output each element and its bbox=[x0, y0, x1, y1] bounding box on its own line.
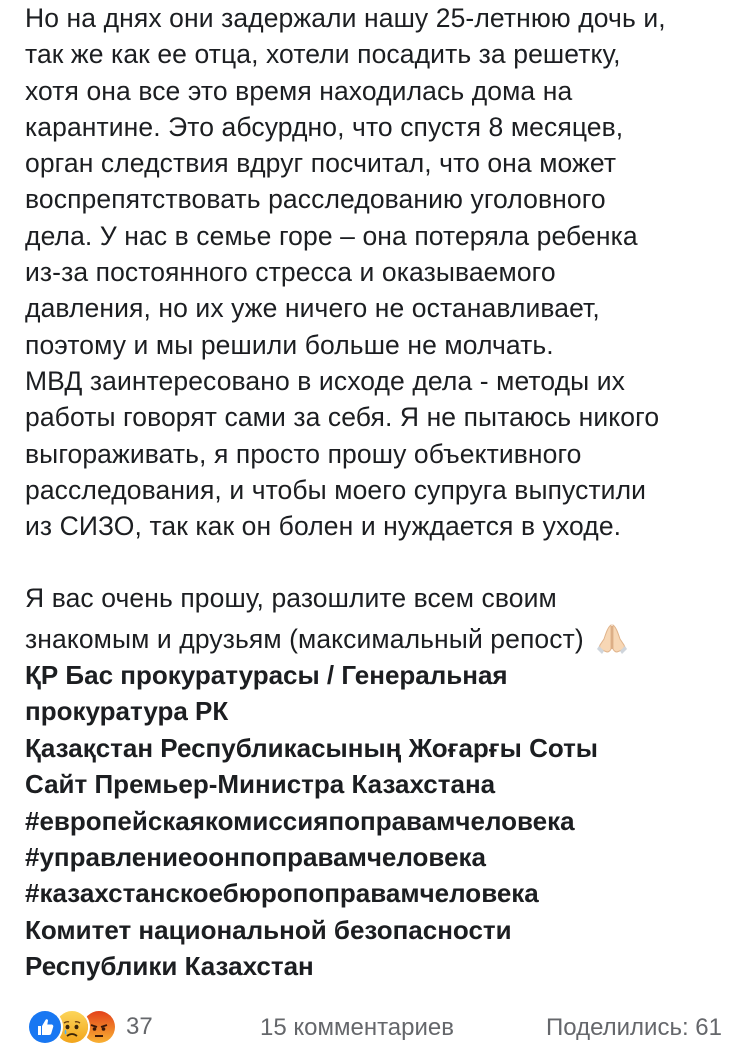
post-text-line: из-за постоянного стресса и оказываемого bbox=[25, 257, 556, 288]
comments-count-link[interactable]: 15 комментариев bbox=[260, 1014, 455, 1041]
mention-national-security-committee-cont[interactable]: Республики Казахстан bbox=[25, 951, 314, 982]
like-reaction-icon bbox=[27, 1009, 63, 1045]
post-paragraph-2 bbox=[25, 580, 740, 657]
reactions-summary[interactable] bbox=[27, 1009, 153, 1045]
mention-prosecutor-general-kz-cont[interactable]: прокуратура РК bbox=[25, 696, 229, 727]
paragraph-spacer bbox=[25, 544, 740, 580]
post-text-line: давления, но их уже ничего не останавливает, bbox=[25, 293, 600, 324]
post-text bbox=[25, 0, 740, 985]
post-text-line: Я вас очень прошу, разошлите всем своим bbox=[25, 583, 557, 614]
post-paragraph-1 bbox=[25, 0, 740, 544]
post-text-line: выгораживать, я просто прошу объективного bbox=[25, 438, 582, 469]
post-engagement-bar bbox=[0, 1005, 749, 1049]
mention-prime-minister-site[interactable]: Сайт Премьер-Министра Казахстана bbox=[25, 769, 496, 800]
post-text-line: из СИЗО, так как он болен и нуждается в уходе. bbox=[25, 511, 622, 542]
mention-supreme-court-kz[interactable]: Қазақстан Республикасының Жоғарғы Соты bbox=[25, 732, 599, 763]
hashtag-kz-human-rights-bureau[interactable]: #казахстанскоебюропоправамчеловека bbox=[25, 878, 539, 909]
mention-national-security-committee[interactable]: Комитет национальной безопасности bbox=[25, 914, 512, 945]
folded-hands-emoji bbox=[595, 621, 629, 655]
hashtag-un-human-rights[interactable]: #управлениеоонпоправамчеловека bbox=[25, 842, 487, 873]
post-text-line-with-emoji bbox=[25, 621, 740, 657]
post-text-line: карантине. Это абсурдно, что спустя 8 месяцев, bbox=[25, 111, 624, 142]
post-text-line: Но на днях они задержали нашу 25-летнюю дочь и, bbox=[25, 3, 666, 33]
shares-count-link[interactable]: Поделились: 61 bbox=[546, 1014, 722, 1041]
mention-prosecutor-general-kz[interactable]: ҚР Бас прокуратурасы / Генеральная bbox=[25, 660, 508, 691]
post-text-line: МВД заинтересовано в исходе дела - методы их bbox=[25, 365, 626, 396]
post-text-line: хотя она все это время находилась дома на bbox=[25, 75, 573, 106]
post-text-line: поэтому и мы решили больше не молчать. bbox=[25, 329, 554, 360]
post-text-line: воспрепятствовать расследованию уголовного bbox=[25, 184, 606, 215]
post-text-line: расследования, и чтобы моего супруга выпустили bbox=[25, 474, 647, 505]
hashtag-european-commission[interactable]: #европейскаякомиссияпоправамчеловека bbox=[25, 805, 575, 836]
post-text-line: работы говорят сами за себя. Я не пытаюсь никого bbox=[25, 402, 660, 433]
post-text-line: так же как ее отца, хотели посадить за решетку, bbox=[25, 39, 621, 70]
reaction-count: 37 bbox=[126, 1013, 153, 1040]
mentions-and-hashtags bbox=[25, 657, 740, 985]
post-text-line: дела. У нас в семье горе – она потеряла ребенка bbox=[25, 220, 638, 251]
post-text-line: орган следствия вдруг посчитал, что она может bbox=[25, 148, 617, 179]
post-text-line: знакомым и друзьям (максимальный репост) bbox=[25, 623, 584, 654]
